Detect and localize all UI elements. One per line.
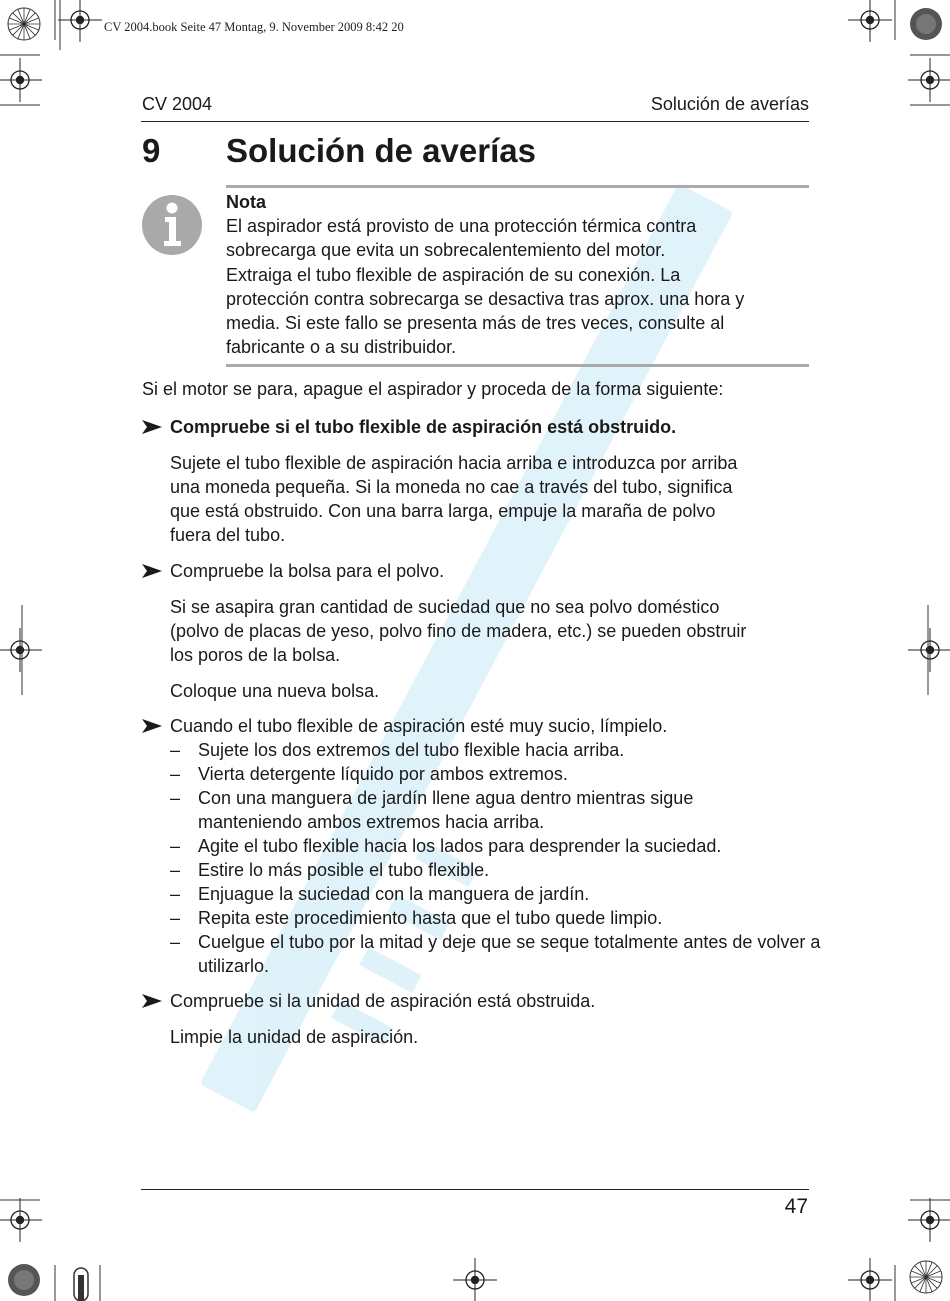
- step-text: Cuando el tubo flexible de aspiración esté muy sucio, límpielo.: [170, 716, 668, 736]
- print-info-line: CV 2004.book Seite 47 Montag, 9. November 2009 8:42 20: [104, 20, 404, 34]
- corner-wheel-bottom-right: [910, 1261, 942, 1293]
- body-line: Limpie la unidad de aspiración.: [170, 1027, 419, 1047]
- list-item: – Vierta detergente líquido por ambos extremos.: [170, 764, 568, 784]
- step-4-body: [170, 1025, 815, 1049]
- note-top-rule: [226, 185, 809, 188]
- arrow-bullet-icon: [142, 714, 166, 733]
- chapter-number: 9: [142, 132, 161, 169]
- running-header-right: Solución de averías: [650, 94, 809, 114]
- substep-list: [170, 738, 821, 978]
- chapter-title: Solución de averías: [226, 132, 536, 169]
- note-line: media. Si este fallo se presenta más de tres veces, consulte al: [226, 313, 725, 334]
- body-line: Sujete el tubo flexible de aspiración hacia arriba e introduzca por arriba: [170, 453, 738, 473]
- page-number: 47: [784, 1195, 808, 1218]
- list-item: – Enjuague la suciedad con la manguera de jardín.: [170, 884, 590, 904]
- list-item: – Con una manguera de jardín llene agua dentro mientras sigue manteniendo ambos extremos hacia arriba.: [170, 788, 694, 832]
- note-line: protección contra sobrecarga se desactiva tras aprox. una hora y: [226, 288, 745, 309]
- intro-paragraph: Si el motor se para, apague el aspirador y proceda de la forma siguiente:: [142, 379, 724, 399]
- arrow-bullet-icon: [142, 559, 166, 578]
- list-item: – Repita este procedimiento hasta que el tubo quede limpio.: [170, 908, 663, 928]
- body-line: una moneda pequeña. Si la moneda no cae a través del tubo, significa: [170, 477, 733, 497]
- note-line: El aspirador está provisto de una protección térmica contra: [226, 216, 697, 236]
- info-icon: [141, 194, 203, 256]
- note-bottom-rule: [226, 364, 809, 367]
- list-item: – Cuelgue el tubo por la mitad y deje que se seque totalmente antes de volver a utilizarlo.: [170, 932, 821, 976]
- note-line: Extraiga el tubo flexible de aspiración de su conexión. La: [226, 264, 681, 285]
- body-line: (polvo de placas de yeso, polvo fino de madera, etc.) se pueden obstruir: [170, 621, 747, 641]
- corner-wheel-top-left: [8, 8, 40, 40]
- list-item: – Agite el tubo flexible hacia los lados para desprender la suciedad.: [170, 836, 722, 856]
- step-text: Compruebe la bolsa para el polvo.: [170, 561, 445, 581]
- footer-rule: [141, 1189, 809, 1190]
- body-line: Coloque una nueva bolsa.: [170, 681, 380, 701]
- corner-wheel-top-right: [910, 8, 942, 40]
- arrow-bullet-icon: [142, 415, 166, 434]
- body-line: que está obstruido. Con una barra larga, empuje la maraña de polvo: [170, 501, 716, 521]
- step-1-body: [170, 451, 815, 547]
- note-line: sobrecarga que evita un sobrecalentemiento del motor.: [226, 240, 666, 261]
- running-header-left: CV 2004: [142, 94, 213, 114]
- corner-wheel-bottom-left: [8, 1264, 40, 1296]
- step-text: Compruebe si el tubo flexible de aspiración está obstruido.: [170, 417, 677, 437]
- note-body: [226, 214, 816, 360]
- note-line: fabricante o a su distribuidor.: [226, 337, 457, 358]
- arrow-bullet-icon: [142, 989, 166, 1008]
- step-2-body-2: [170, 679, 815, 703]
- list-item: – Estire lo más posible el tubo flexible.: [170, 860, 490, 880]
- header-rule: [141, 121, 809, 122]
- step-text: Compruebe si la unidad de aspiración está obstruida.: [170, 991, 596, 1011]
- body-line: los poros de la bolsa.: [170, 645, 341, 665]
- body-line: Si se asapira gran cantidad de suciedad que no sea polvo doméstico: [170, 597, 720, 617]
- list-item: – Sujete los dos extremos del tubo flexible hacia arriba.: [170, 740, 625, 760]
- body-line: fuera del tubo.: [170, 525, 286, 545]
- step-2-body: [170, 595, 815, 667]
- note-title: Nota: [226, 192, 266, 212]
